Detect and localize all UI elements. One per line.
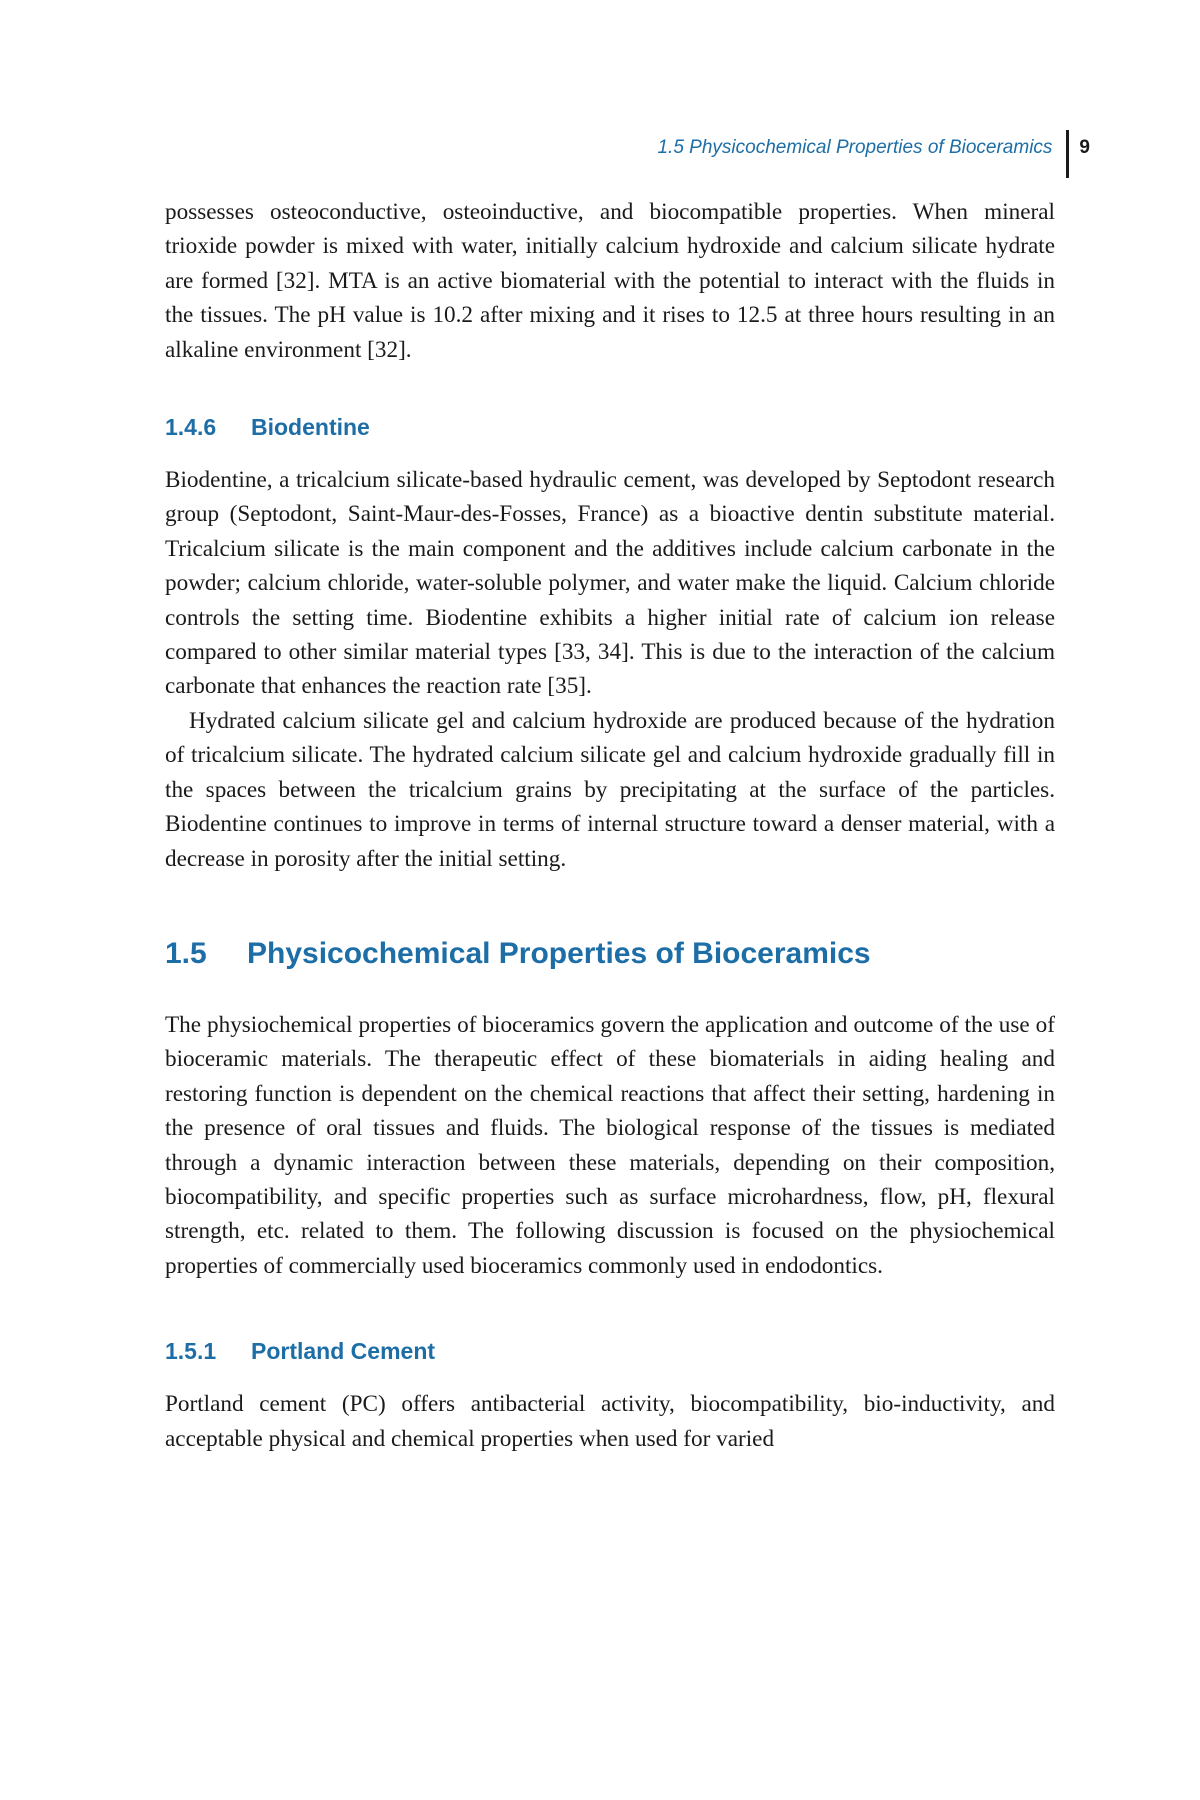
page-number: 9	[1079, 137, 1090, 158]
section-title: Biodentine	[251, 414, 370, 441]
intro-paragraph: possesses osteoconductive, osteoinductive, and biocompatible properties. When mineral trioxide powder is mixed with water, initially calcium hydroxide and calcium silicate hydrate are formed [32]. MTA is an active biomaterial with the potential to interact with the fluids in the tissues. The pH value is 10.2 after mixing and it rises to 12.5 at three hours resulting in an alkaline environment [32].	[165, 199, 1055, 363]
section-number: 1.5.1	[165, 1338, 217, 1365]
section-number: 1.5	[165, 936, 207, 970]
biodentine-paragraph-1: Biodentine, a tricalcium silicate-based hydraulic cement, was developed by Septodont research group (Septodont, Saint-Maur-des-Fosses, France) as a bioactive dentin substitute material. Tricalcium silicate is the main component and the additives include calcium carbonate in the powder; calcium chloride, water-soluble polymer, and water make the liquid. Calcium chloride controls the setting time. Biodentine exhibits a higher initial rate of calcium ion release compared to other similar material types [33, 34]. This is due to the interaction of the calcium carbonate that enhances the reaction rate [35].	[165, 467, 1055, 700]
page-body	[165, 195, 1055, 1456]
portland-cement-paragraph: Portland cement (PC) offers antibacterial activity, biocompatibility, bio-inductivity, and acceptable physical and chemical properties when used for varied	[165, 1391, 1055, 1452]
section-heading-physicochemical	[165, 936, 1055, 972]
running-header	[657, 130, 1090, 178]
section-heading-biodentine	[165, 413, 1055, 441]
section-heading-portland-cement	[165, 1337, 1055, 1365]
section-number: 1.4.6	[165, 414, 217, 441]
biodentine-paragraph-2: Hydrated calcium silicate gel and calcium hydroxide are produced because of the hydration of tricalcium silicate. The hydrated calcium silicate gel and calcium hydroxide gradually fill in the spaces between the tricalcium grains by precipitating at the surface of the particles. Biodentine continues to improve in terms of internal structure toward a denser material, with a decrease in porosity after the initial setting.	[165, 707, 1055, 872]
running-title: 1.5 Physicochemical Properties of Bioceramics	[657, 137, 1053, 158]
section-title: Portland Cement	[251, 1338, 436, 1365]
physicochemical-paragraph: The physiochemical properties of bioceramics govern the application and outcome of the use of bioceramic materials. The therapeutic effect of these biomaterials in aiding healing and restoring function is dependent on the chemical reactions that affect their setting, hardening in the presence of oral tissues and fluids. The biological response of the tissues is mediated through a dynamic interaction between these materials, depending on their composition, biocompatibility, and specific properties such as surface microhardness, flow, pH, flexural strength, etc. related to them. The following discussion is focused on the physiochemical properties of commercially used bioceramics commonly used in endodontics.	[165, 1011, 1055, 1279]
section-title: Physicochemical Properties of Bioceramics	[247, 936, 871, 970]
